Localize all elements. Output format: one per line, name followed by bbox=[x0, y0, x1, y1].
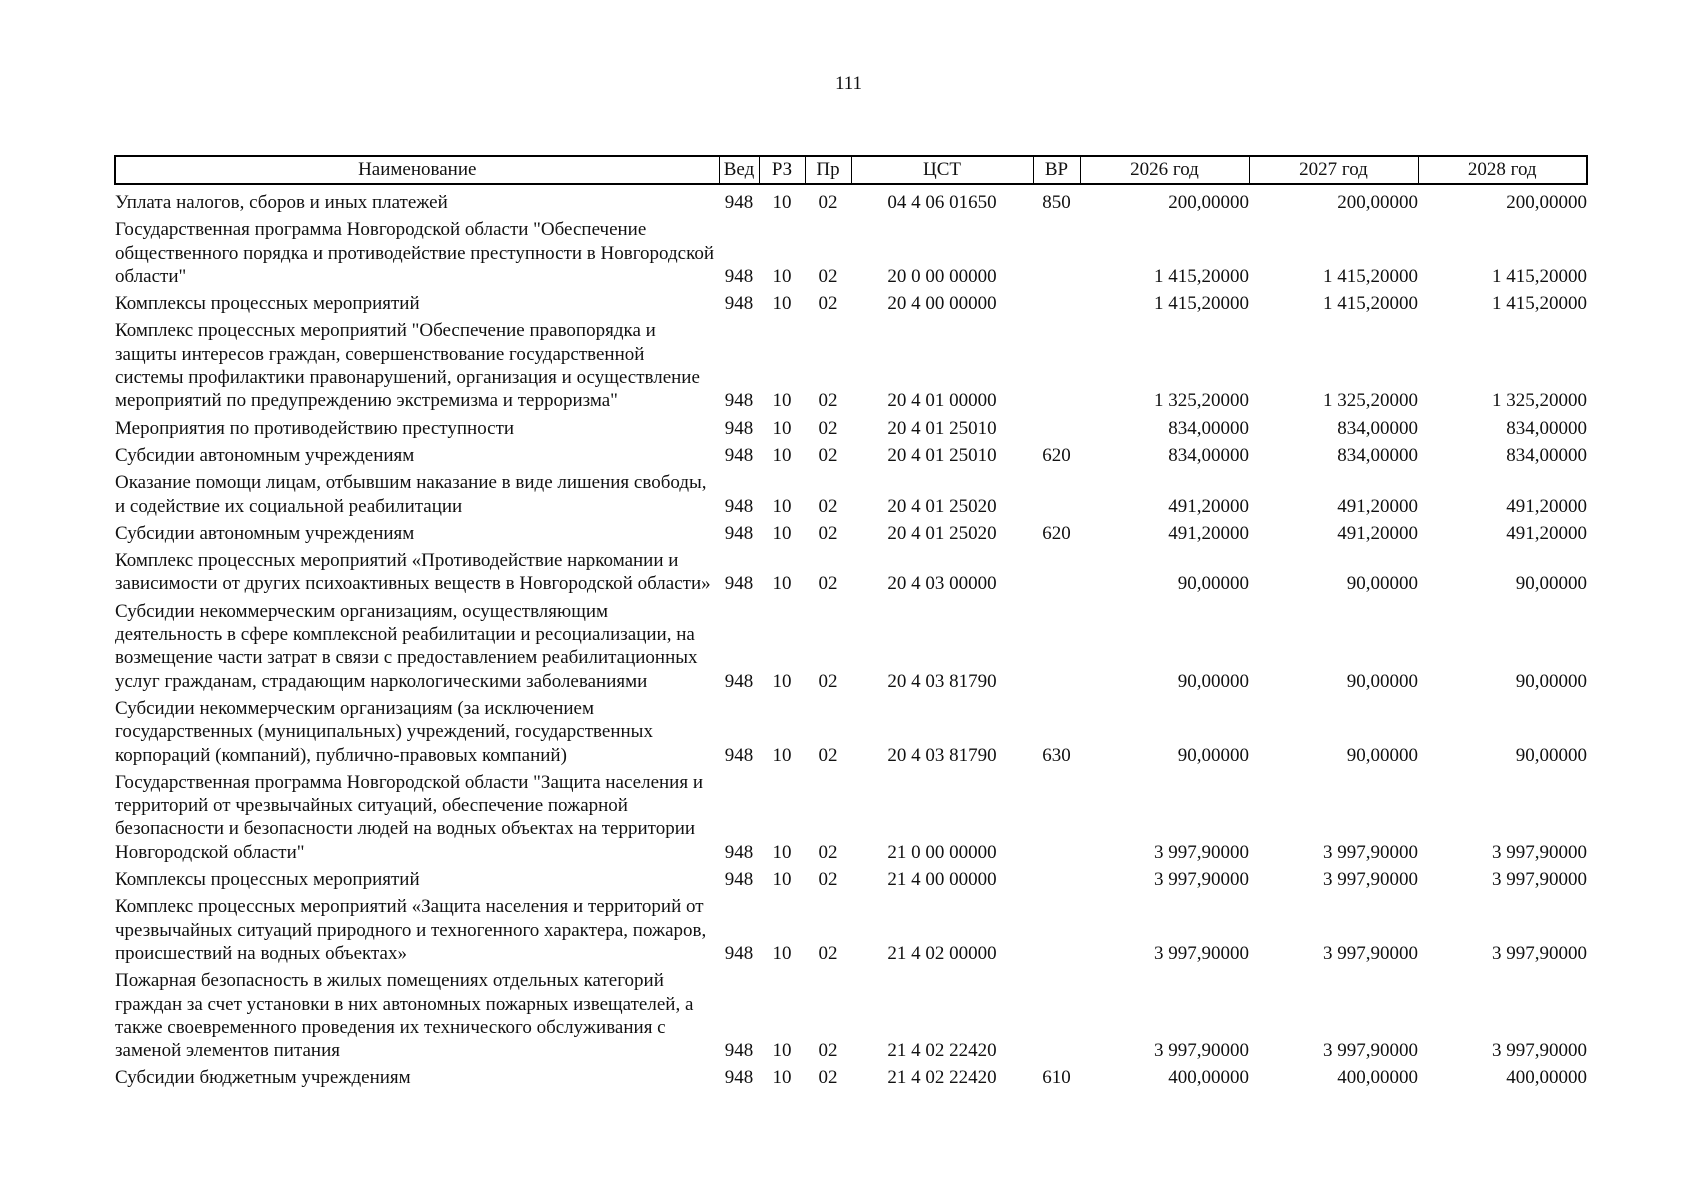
row-2028: 491,20000 bbox=[1506, 495, 1587, 517]
table-row bbox=[115, 218, 1587, 292]
row-2026: 3 997,90000 bbox=[1154, 841, 1249, 863]
row-rz: 10 bbox=[772, 869, 792, 891]
row-2027: 3 997,90000 bbox=[1323, 869, 1418, 891]
row-name: Субсидии некоммерческим организациям (за исключением государственных (муниципальных) учреждений, государственных корпораций (компаний), публично-правовых компаний) bbox=[115, 697, 653, 766]
row-cst: 20 4 01 25010 bbox=[887, 444, 997, 466]
row-vr: 850 bbox=[1042, 192, 1071, 213]
row-name: Пожарная безопасность в жилых помещениях отдельных категорий граждан за счет установки в них автономных пожарных извещателей, а также своевременного проведения их технического обслуживания с заменой элементов питания bbox=[115, 970, 694, 1062]
row-cst: 21 4 02 00000 bbox=[887, 942, 997, 964]
table-row bbox=[115, 895, 1587, 969]
row-cst: 21 4 00 00000 bbox=[887, 869, 997, 891]
row-2027: 834,00000 bbox=[1337, 417, 1418, 439]
row-vr bbox=[1033, 868, 1080, 895]
row-2026: 491,20000 bbox=[1168, 495, 1249, 517]
row-rz: 10 bbox=[772, 1040, 792, 1062]
row-ved: 948 bbox=[724, 744, 754, 766]
table-row bbox=[115, 1066, 1587, 1093]
row-name: Комплексы процессных мероприятий bbox=[115, 293, 420, 315]
row-rz: 10 bbox=[772, 417, 792, 439]
row-name: Мероприятия по противодействию преступности bbox=[115, 417, 515, 439]
table-row bbox=[115, 471, 1587, 522]
row-vr bbox=[1033, 471, 1080, 522]
row-pr: 02 bbox=[818, 670, 838, 692]
row-rz: 10 bbox=[772, 670, 792, 692]
row-vr bbox=[1033, 319, 1080, 416]
row-name: Комплекс процессных мероприятий «Защита населения и территорий от чрезвычайных ситуаций природного и техногенного характера, пожаров, происшествий на водных объектах» bbox=[115, 896, 707, 964]
table-body bbox=[115, 184, 1587, 1094]
row-2026: 3 997,90000 bbox=[1154, 1040, 1249, 1062]
table-row bbox=[115, 868, 1587, 895]
table-row bbox=[115, 549, 1587, 600]
row-vr bbox=[1033, 417, 1080, 444]
row-cst: 20 4 01 25010 bbox=[887, 417, 997, 439]
row-name: Государственная программа Новгородской области "Защита населения и территорий от чрезвычайных ситуаций, обеспечение пожарной безопасности и безопасности людей на водных объектах на территории Новгородской области" bbox=[115, 771, 703, 863]
row-pr: 02 bbox=[818, 841, 838, 863]
budget-table-container bbox=[114, 155, 1586, 1094]
header-2027: 2027 год bbox=[1249, 156, 1418, 184]
row-2026: 90,00000 bbox=[1177, 744, 1249, 766]
row-pr: 02 bbox=[818, 390, 838, 412]
row-name: Субсидии автономным учреждениям bbox=[115, 444, 415, 466]
row-ved: 948 bbox=[724, 869, 754, 891]
row-2028: 90,00000 bbox=[1515, 573, 1587, 595]
row-name: Субсидии некоммерческим организациям, осуществляющим деятельность в сфере комплексной реабилитации и ресоциализации, на возмещение части затрат в связи с предоставлением реабилитационных услуг гражданам, страдающим наркологическими заболеваниями bbox=[115, 600, 698, 692]
row-2028: 400,00000 bbox=[1506, 1067, 1587, 1089]
row-ved: 948 bbox=[724, 573, 754, 595]
row-cst: 20 4 03 81790 bbox=[887, 670, 997, 692]
header-ved: Вед bbox=[719, 156, 759, 184]
row-pr: 02 bbox=[818, 573, 838, 595]
row-rz: 10 bbox=[772, 192, 792, 213]
row-2027: 90,00000 bbox=[1346, 670, 1418, 692]
row-rz: 10 bbox=[772, 293, 792, 315]
table-row bbox=[115, 600, 1587, 697]
row-rz: 10 bbox=[772, 942, 792, 964]
row-cst: 20 4 03 81790 bbox=[887, 744, 997, 766]
table-row bbox=[115, 522, 1587, 549]
table-row bbox=[115, 771, 1587, 868]
row-name: Субсидии бюджетным учреждениям bbox=[115, 1067, 411, 1089]
row-name: Комплекс процессных мероприятий «Противодействие наркомании и зависимости от других психоактивных веществ в Новгородской области» bbox=[115, 550, 711, 595]
row-vr: 620 bbox=[1042, 522, 1071, 544]
header-cst: ЦСТ bbox=[851, 156, 1033, 184]
row-name: Государственная программа Новгородской области "Обеспечение общественного порядка и противодействие преступности в Новгородской области" bbox=[115, 219, 715, 287]
row-2026: 90,00000 bbox=[1177, 573, 1249, 595]
table-row bbox=[115, 184, 1587, 218]
header-vr: ВР bbox=[1033, 156, 1080, 184]
row-2026: 1 415,20000 bbox=[1154, 265, 1249, 287]
row-2026: 1 415,20000 bbox=[1154, 293, 1249, 315]
table-row bbox=[115, 319, 1587, 416]
row-rz: 10 bbox=[772, 1067, 792, 1089]
row-2026: 1 325,20000 bbox=[1154, 390, 1249, 412]
row-2026: 400,00000 bbox=[1168, 1067, 1249, 1089]
row-rz: 10 bbox=[772, 390, 792, 412]
row-ved: 948 bbox=[724, 522, 754, 544]
row-ved: 948 bbox=[724, 390, 754, 412]
row-rz: 10 bbox=[772, 265, 792, 287]
row-2028: 1 415,20000 bbox=[1492, 265, 1587, 287]
row-vr bbox=[1033, 292, 1080, 319]
table-header-row bbox=[115, 156, 1587, 184]
header-rz: РЗ bbox=[759, 156, 805, 184]
table-row bbox=[115, 292, 1587, 319]
row-name: Комплексы процессных мероприятий bbox=[115, 869, 420, 891]
row-vr: 630 bbox=[1042, 744, 1071, 766]
row-ved: 948 bbox=[724, 417, 754, 439]
header-name: Наименование bbox=[115, 156, 719, 184]
row-2027: 834,00000 bbox=[1337, 444, 1418, 466]
row-ved: 948 bbox=[724, 841, 754, 863]
row-2026: 90,00000 bbox=[1177, 670, 1249, 692]
row-ved: 948 bbox=[724, 1040, 754, 1062]
row-rz: 10 bbox=[772, 444, 792, 466]
row-2028: 3 997,90000 bbox=[1492, 869, 1587, 891]
header-2026: 2026 год bbox=[1080, 156, 1249, 184]
row-vr bbox=[1033, 895, 1080, 969]
table-row bbox=[115, 697, 1587, 771]
row-cst: 21 0 00 00000 bbox=[887, 841, 997, 863]
row-2028: 90,00000 bbox=[1515, 744, 1587, 766]
row-2027: 3 997,90000 bbox=[1323, 1040, 1418, 1062]
row-rz: 10 bbox=[772, 573, 792, 595]
header-pr: Пр bbox=[805, 156, 851, 184]
row-2027: 491,20000 bbox=[1337, 522, 1418, 544]
row-name: Уплата налогов, сборов и иных платежей bbox=[115, 192, 448, 213]
row-rz: 10 bbox=[772, 522, 792, 544]
row-2027: 400,00000 bbox=[1337, 1067, 1418, 1089]
row-vr bbox=[1033, 218, 1080, 292]
row-ved: 948 bbox=[724, 444, 754, 466]
row-pr: 02 bbox=[818, 522, 838, 544]
row-2027: 1 415,20000 bbox=[1323, 265, 1418, 287]
row-cst: 21 4 02 22420 bbox=[887, 1067, 997, 1089]
row-2026: 3 997,90000 bbox=[1154, 942, 1249, 964]
row-2027: 90,00000 bbox=[1346, 744, 1418, 766]
row-vr: 610 bbox=[1042, 1067, 1071, 1089]
table-row bbox=[115, 417, 1587, 444]
table-row bbox=[115, 444, 1587, 471]
row-pr: 02 bbox=[818, 942, 838, 964]
row-cst: 20 0 00 00000 bbox=[887, 265, 997, 287]
row-2026: 834,00000 bbox=[1168, 444, 1249, 466]
row-cst: 20 4 00 00000 bbox=[887, 293, 997, 315]
row-vr bbox=[1033, 771, 1080, 868]
row-2027: 1 325,20000 bbox=[1323, 390, 1418, 412]
row-2028: 3 997,90000 bbox=[1492, 1040, 1587, 1062]
row-2027: 90,00000 bbox=[1346, 573, 1418, 595]
row-cst: 20 4 01 25020 bbox=[887, 495, 997, 517]
row-ved: 948 bbox=[724, 192, 754, 213]
row-vr bbox=[1033, 600, 1080, 697]
row-2026: 3 997,90000 bbox=[1154, 869, 1249, 891]
row-cst: 20 4 01 00000 bbox=[887, 390, 997, 412]
header-2028: 2028 год bbox=[1418, 156, 1587, 184]
row-pr: 02 bbox=[818, 192, 838, 213]
row-name: Комплекс процессных мероприятий "Обеспечение правопорядка и защиты интересов граждан, совершенствование государственной системы профилактики правонарушений, организация и осуществление мероприятий по предупреждению экстремизма и терроризма" bbox=[115, 320, 700, 412]
budget-table bbox=[114, 155, 1588, 1094]
row-pr: 02 bbox=[818, 1067, 838, 1089]
row-rz: 10 bbox=[772, 495, 792, 517]
row-2028: 3 997,90000 bbox=[1492, 942, 1587, 964]
row-pr: 02 bbox=[818, 744, 838, 766]
row-2026: 200,00000 bbox=[1168, 192, 1249, 213]
row-ved: 948 bbox=[724, 942, 754, 964]
row-pr: 02 bbox=[818, 495, 838, 517]
row-name: Оказание помощи лицам, отбывшим наказание в виде лишения свободы, и содействие их социальной реабилитации bbox=[115, 472, 707, 517]
row-2027: 200,00000 bbox=[1337, 192, 1418, 213]
row-2028: 90,00000 bbox=[1515, 670, 1587, 692]
row-2026: 834,00000 bbox=[1168, 417, 1249, 439]
page-number: 111 bbox=[834, 73, 863, 94]
row-2028: 200,00000 bbox=[1506, 192, 1587, 213]
row-vr bbox=[1033, 969, 1080, 1066]
row-ved: 948 bbox=[724, 1067, 754, 1089]
row-ved: 948 bbox=[724, 670, 754, 692]
row-rz: 10 bbox=[772, 841, 792, 863]
table-row bbox=[115, 969, 1587, 1066]
row-cst: 20 4 03 00000 bbox=[887, 573, 997, 595]
row-rz: 10 bbox=[772, 744, 792, 766]
row-pr: 02 bbox=[818, 1040, 838, 1062]
row-pr: 02 bbox=[818, 293, 838, 315]
row-vr: 620 bbox=[1042, 444, 1071, 466]
row-pr: 02 bbox=[818, 444, 838, 466]
row-2027: 3 997,90000 bbox=[1323, 942, 1418, 964]
row-ved: 948 bbox=[724, 293, 754, 315]
row-2028: 3 997,90000 bbox=[1492, 841, 1587, 863]
row-2028: 1 325,20000 bbox=[1492, 390, 1587, 412]
row-2027: 491,20000 bbox=[1337, 495, 1418, 517]
row-pr: 02 bbox=[818, 265, 838, 287]
row-ved: 948 bbox=[724, 495, 754, 517]
row-2028: 491,20000 bbox=[1506, 522, 1587, 544]
row-2028: 834,00000 bbox=[1506, 417, 1587, 439]
row-pr: 02 bbox=[818, 869, 838, 891]
row-2027: 1 415,20000 bbox=[1323, 293, 1418, 315]
row-2028: 1 415,20000 bbox=[1492, 293, 1587, 315]
row-pr: 02 bbox=[818, 417, 838, 439]
row-cst: 21 4 02 22420 bbox=[887, 1040, 997, 1062]
row-2027: 3 997,90000 bbox=[1323, 841, 1418, 863]
row-2026: 491,20000 bbox=[1168, 522, 1249, 544]
row-cst: 04 4 06 01650 bbox=[887, 192, 997, 213]
row-cst: 20 4 01 25020 bbox=[887, 522, 997, 544]
row-vr bbox=[1033, 549, 1080, 600]
row-name: Субсидии автономным учреждениям bbox=[115, 522, 415, 544]
row-2028: 834,00000 bbox=[1506, 444, 1587, 466]
row-ved: 948 bbox=[724, 265, 754, 287]
